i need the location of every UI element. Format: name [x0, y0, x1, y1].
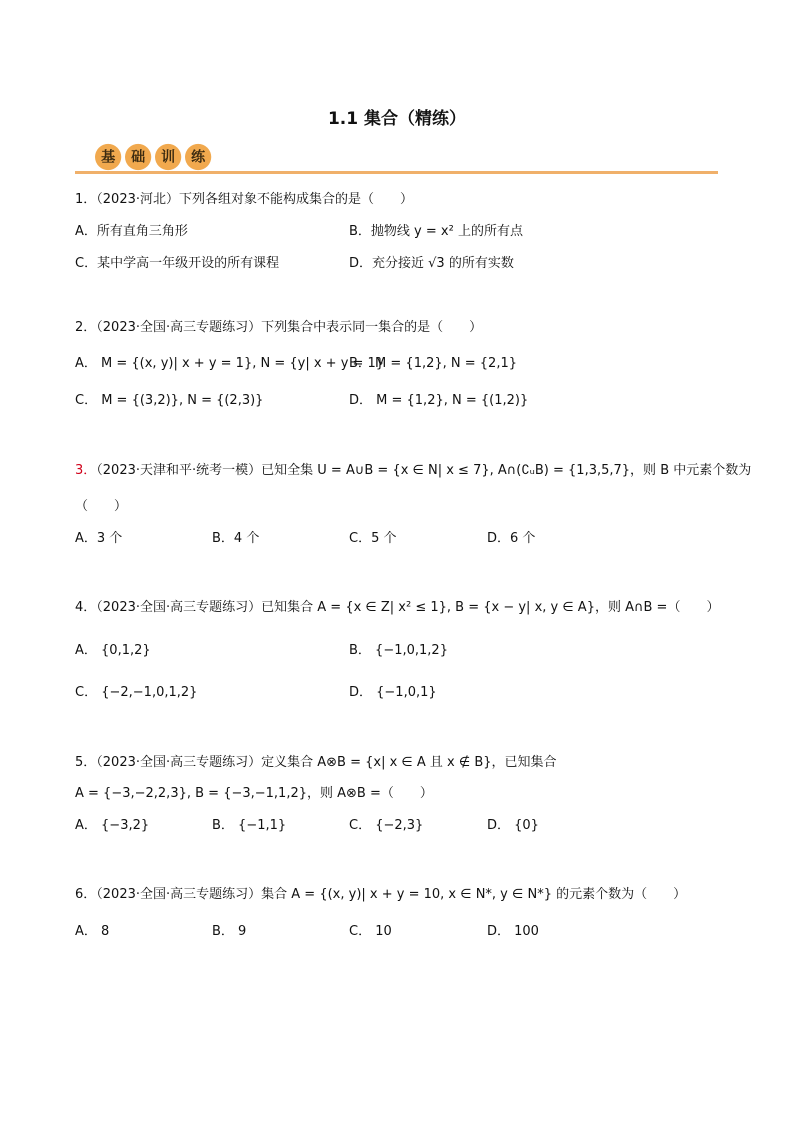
question-5 [75, 751, 557, 770]
banner-char: 训 [161, 149, 176, 166]
option-b: B． {−1,0,1,2} [349, 643, 448, 658]
option-c: C．5 个 [349, 531, 397, 546]
question-source: （2023·全国·高三专题练习） [96, 600, 262, 615]
option-a: A． M = {(x, y)| x + y = 1}, N = {y| x + y = 1} [75, 356, 385, 371]
option-d: D． 100 [487, 924, 539, 939]
question-stem: 已知集合 A = {x ∈ Z| x² ≤ 1}, B = {x − y| x, y ∈ A}，则 A∩B =（ ） [261, 600, 720, 615]
question-stem: 下列集合中表示同一集合的是（ ） [261, 320, 483, 335]
option-b: B． M = {1,2}, N = {2,1} [349, 356, 518, 371]
option-c: C． 10 [349, 924, 392, 939]
question-2 [75, 316, 482, 335]
option-d: D．充分接近 √3 的所有实数 [349, 256, 514, 271]
option-d: D． {−1,0,1} [349, 685, 437, 700]
option-c: C．某中学高一年级开设的所有课程 [75, 256, 280, 271]
option-b: B． 9 [212, 924, 247, 939]
question-stem: 下列各组对象不能构成集合的是（ ） [179, 192, 414, 207]
question-number: 6． [75, 887, 97, 902]
question-source: （2023·天津和平·统考一模） [96, 463, 262, 478]
question-stem: 已知全集 U = A∪B = {x ∈ N| x ≤ 7}, A∩(∁ᵤB) = {1,3,5,7}，则 B 中元素个数为 [261, 463, 752, 478]
option-d: D． {0} [487, 818, 539, 833]
question-3 [75, 459, 751, 478]
section-divider [75, 171, 718, 174]
question-number: 1． [75, 192, 97, 207]
question-source: （2023·全国·高三专题练习） [96, 887, 262, 902]
question-4 [75, 596, 719, 615]
question-stem: 集合 A = {(x, y)| x + y = 10, x ∈ N*, y ∈ N*} 的元素个数为（ ） [261, 887, 687, 902]
option-d: D．6 个 [487, 531, 536, 546]
question-stem-continued: A = {−3,−2,2,3}, B = {−3,−1,1,2}，则 A⊗B =（ ） [75, 786, 433, 801]
option-c: C． M = {(3,2)}, N = {(2,3)} [75, 393, 264, 408]
banner-char: 练 [191, 149, 206, 166]
option-a: A． {−3,2} [75, 818, 150, 833]
option-a: A．3 个 [75, 531, 123, 546]
option-d: D． M = {1,2}, N = {(1,2)} [349, 393, 529, 408]
question-stem-continued: （ ） [75, 499, 128, 514]
option-a: A．所有直角三角形 [75, 224, 188, 239]
question-6 [75, 883, 686, 902]
option-b: B． {−1,1} [212, 818, 287, 833]
question-source: （2023·河北） [96, 192, 179, 207]
banner-char: 基 [101, 149, 116, 166]
option-c: C． {−2,3} [349, 818, 424, 833]
option-b: B．4 个 [212, 531, 260, 546]
banner-char: 础 [131, 149, 146, 166]
page-title: 1.1 集合（精练） [327, 109, 467, 129]
question-number: 5． [75, 755, 97, 770]
question-source: （2023·全国·高三专题练习） [96, 320, 262, 335]
question-stem: 定义集合 A⊗B = {x| x ∈ A 且 x ∉ B}，已知集合 [261, 755, 557, 770]
option-a: A． {0,1,2} [75, 643, 151, 658]
option-b: B．抛物线 y = x² 上的所有点 [349, 224, 523, 239]
question-number: 3． [75, 463, 97, 478]
option-a: A． 8 [75, 924, 110, 939]
section-banner [90, 142, 220, 172]
question-number: 4． [75, 600, 97, 615]
question-number: 2． [75, 320, 97, 335]
option-c: C． {−2,−1,0,1,2} [75, 685, 198, 700]
question-source: （2023·全国·高三专题练习） [96, 755, 262, 770]
question-1 [75, 188, 413, 207]
